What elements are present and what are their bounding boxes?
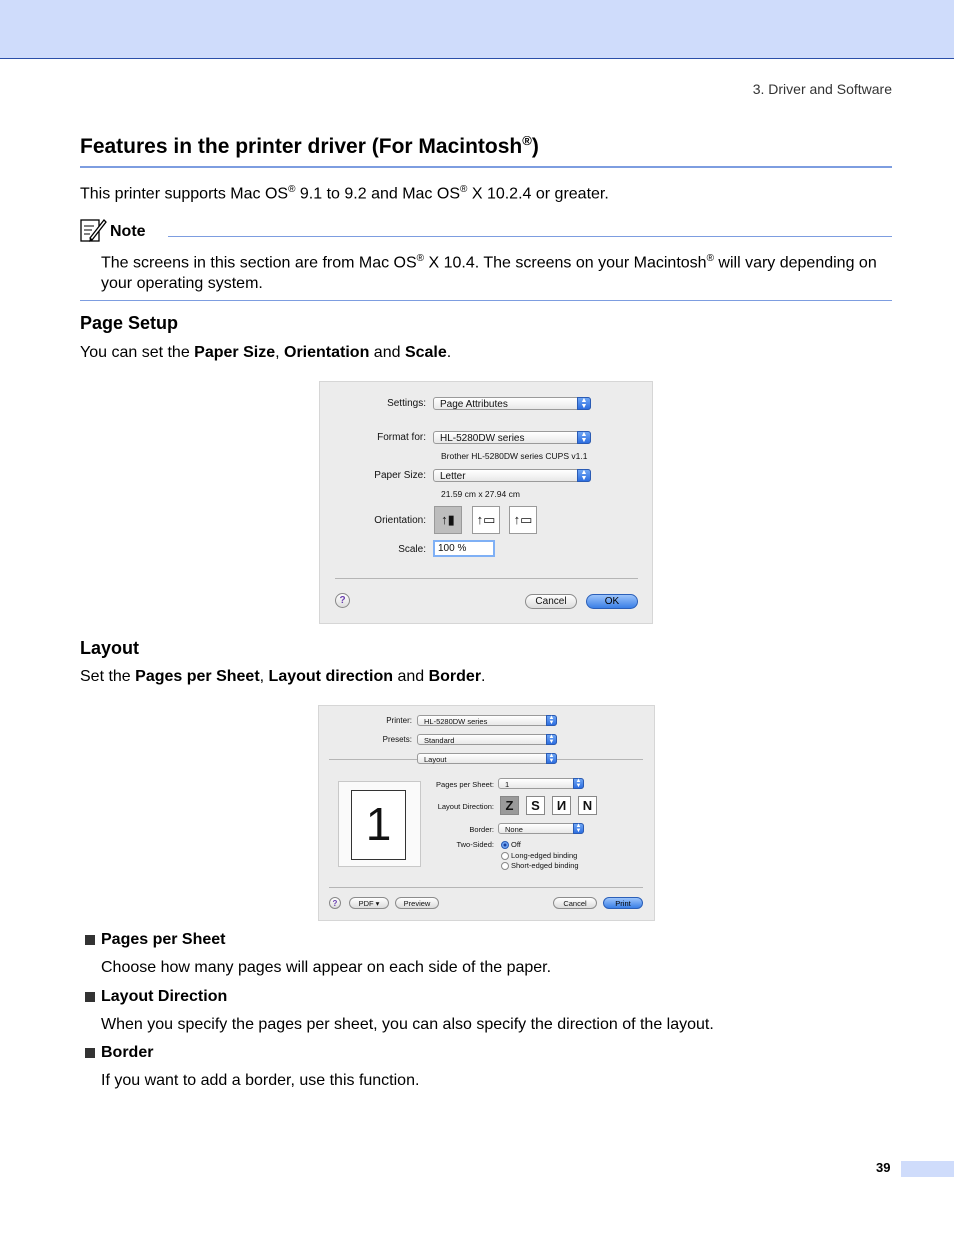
- paper-size-popup[interactable]: Letter ▲ ▼: [433, 469, 591, 482]
- landscape-icon: ↑▭: [476, 512, 496, 527]
- presets-popup[interactable]: Standard ▲ ▼: [417, 734, 557, 745]
- orientation-portrait-button[interactable]: [434, 506, 462, 534]
- bullet-title-layout-direction: Layout Direction: [101, 988, 228, 1005]
- title-rule: [80, 166, 892, 168]
- settings-label: Settings:: [387, 398, 426, 409]
- preview-button[interactable]: Preview: [395, 897, 439, 909]
- bullet-text-border: If you want to add a border, use this function.: [101, 1072, 420, 1089]
- note-pencil-icon: [80, 217, 107, 243]
- bullet-text-pages-per-sheet: Choose how many pages will appear on each side of the paper.: [101, 959, 552, 976]
- page-setup-description: You can set the Paper Size, Orientation and Scale.: [80, 344, 452, 361]
- dialog-divider: [335, 578, 638, 579]
- page-setup-heading: Page Setup: [80, 313, 179, 333]
- direction-s-icon: S: [531, 798, 540, 813]
- layout-preview: [338, 781, 421, 867]
- intro-text: This printer supports Mac OS® 9.1 to 9.2 and Mac OS® X 10.2.4 or greater.: [80, 184, 609, 203]
- two-sided-off-label: Off: [511, 840, 521, 849]
- popup-arrows-icon: ▲ ▼: [546, 715, 557, 726]
- bullet-text-layout-direction: When you specify the pages per sheet, you can also specify the direction of the layout.: [101, 1016, 714, 1033]
- chapter-label: 3. Driver and Software: [752, 81, 892, 97]
- short-edged-label: Short-edged binding: [511, 861, 579, 870]
- bullet-title-border: Border: [101, 1044, 154, 1061]
- direction-reverse-n-button[interactable]: [552, 796, 571, 815]
- pages-per-sheet-label: Pages per Sheet:: [436, 780, 494, 789]
- page-title: Features in the printer driver (For Macintosh®): [80, 133, 539, 158]
- panel-popup[interactable]: Layout ▲ ▼: [417, 753, 557, 764]
- direction-z-button[interactable]: [500, 796, 519, 815]
- popup-arrows-icon: ▲ ▼: [546, 753, 557, 764]
- direction-n-button[interactable]: [578, 796, 597, 815]
- popup-arrows-icon: ▲ ▼: [573, 778, 584, 789]
- popup-arrows-icon: ▲ ▼: [573, 823, 584, 834]
- popup-arrows-icon: ▲ ▼: [577, 397, 591, 410]
- short-edged-radio[interactable]: [501, 862, 509, 870]
- border-popup[interactable]: None ▲ ▼: [498, 823, 584, 834]
- bullet-square-icon: [85, 935, 95, 945]
- header-band: [0, 0, 954, 59]
- layout-description: Set the Pages per Sheet, Layout direction and Border.: [80, 668, 486, 685]
- cancel-button[interactable]: Cancel: [525, 594, 577, 609]
- paper-size-label: Paper Size:: [374, 470, 426, 481]
- note-bottom-rule: [80, 300, 892, 301]
- popup-arrows-icon: ▲ ▼: [577, 469, 591, 482]
- two-sided-label: Two-Sided:: [456, 840, 494, 849]
- orientation-label: Orientation:: [374, 515, 426, 526]
- page-number: 39: [876, 1160, 891, 1175]
- direction-s-button[interactable]: [526, 796, 545, 815]
- printer-label: Printer:: [386, 716, 412, 725]
- portrait-icon: ↑▮: [441, 512, 455, 527]
- layout-direction-label: Layout Direction:: [437, 802, 494, 811]
- page-number-tab: [901, 1161, 954, 1177]
- ok-button[interactable]: OK: [586, 594, 638, 609]
- reverse-landscape-icon: ↑▭: [513, 512, 533, 527]
- format-for-driver: Brother HL-5280DW series CUPS v1.1: [441, 451, 588, 461]
- direction-n-icon: N: [582, 798, 593, 813]
- footer-divider: [329, 887, 643, 888]
- format-for-popup[interactable]: HL-5280DW series ▲ ▼: [433, 431, 591, 444]
- scale-label: Scale:: [398, 544, 426, 555]
- preview-page: 1: [351, 790, 406, 860]
- page-setup-dialog: [319, 381, 653, 624]
- bullet-title-pages-per-sheet: Pages per Sheet: [101, 931, 226, 948]
- long-edged-label: Long-edged binding: [511, 851, 578, 860]
- presets-label: Presets:: [382, 735, 412, 744]
- print-button[interactable]: Print: [603, 897, 643, 909]
- direction-reverse-n-icon: И: [556, 798, 567, 813]
- print-layout-dialog: [318, 705, 655, 921]
- settings-popup[interactable]: Page Attributes ▲ ▼: [433, 397, 591, 410]
- bullet-square-icon: [85, 1048, 95, 1058]
- paper-dimensions: 21.59 cm x 27.94 cm: [441, 489, 520, 499]
- note-label: Note: [110, 223, 146, 240]
- format-for-label: Format for:: [377, 432, 426, 443]
- layout-heading: Layout: [80, 638, 140, 658]
- direction-z-icon: Z: [505, 798, 514, 813]
- long-edged-radio[interactable]: [501, 852, 509, 860]
- help-button[interactable]: ?: [329, 897, 341, 909]
- bullet-square-icon: [85, 992, 95, 1002]
- cancel-button[interactable]: Cancel: [553, 897, 597, 909]
- orientation-landscape-button[interactable]: [472, 506, 500, 534]
- printer-popup[interactable]: HL-5280DW series ▲ ▼: [417, 715, 557, 726]
- pages-per-sheet-popup[interactable]: 1 ▲ ▼: [498, 778, 584, 789]
- border-label: Border:: [469, 825, 494, 834]
- two-sided-off-radio[interactable]: [501, 841, 509, 849]
- note-text: The screens in this section are from Mac OS® X 10.4. The screens on your Macintosh® will vary depending on your operating system.: [101, 253, 877, 293]
- scale-input[interactable]: 100 %: [433, 540, 495, 557]
- pdf-button[interactable]: PDF ▾: [349, 897, 389, 909]
- note-rule: [168, 236, 892, 237]
- help-button[interactable]: ?: [335, 593, 350, 608]
- popup-arrows-icon: ▲ ▼: [546, 734, 557, 745]
- orientation-reverse-landscape-button[interactable]: [509, 506, 537, 534]
- popup-arrows-icon: ▲ ▼: [577, 431, 591, 444]
